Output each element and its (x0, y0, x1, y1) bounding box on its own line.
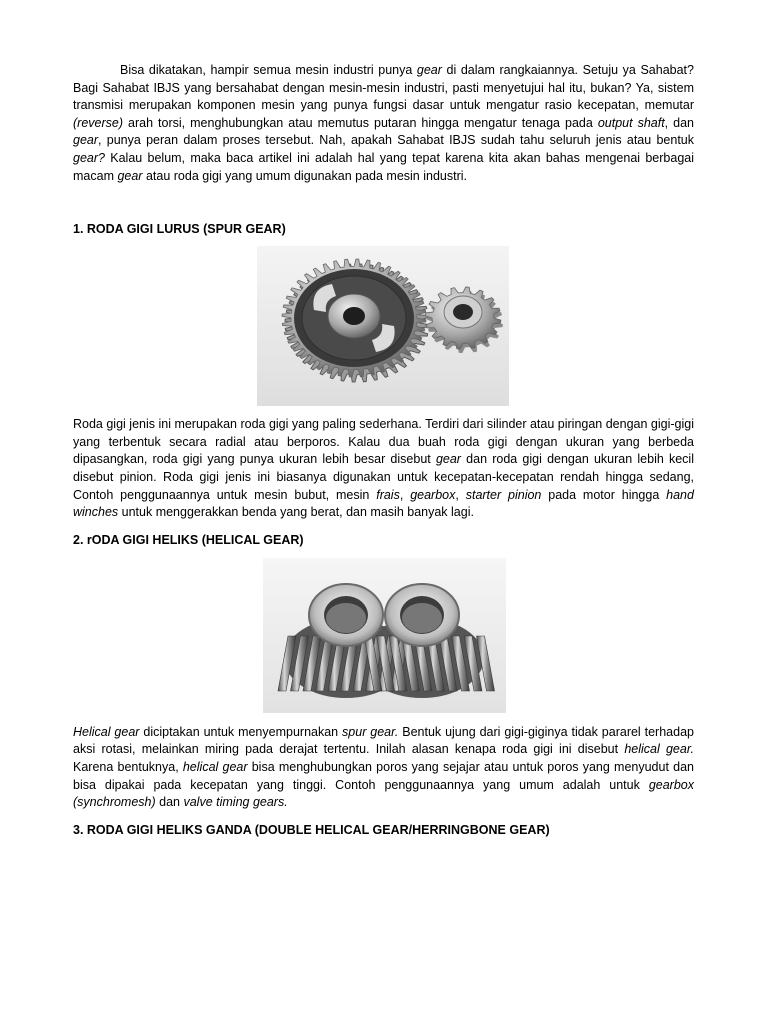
italic-term: frais (376, 487, 400, 502)
section2-paragraph (73, 724, 694, 812)
spur-gear-image (257, 246, 509, 406)
intro-paragraph (73, 62, 694, 185)
text-run: Karena bentuknya, (73, 759, 183, 774)
text-run: , dan (664, 115, 695, 130)
text-run: Bisa dikatakan, hampir semua mesin industri punya (120, 63, 417, 77)
text-run: Kalau belum, maka baca artikel ini adalah hal yang tepat karena kita akan bahas mengenai berbagai macam (73, 150, 694, 183)
italic-term: output shaft (597, 115, 665, 130)
italic-term: valve timing gears. (183, 795, 288, 810)
italic-term: gearbox (synchromesh) (73, 777, 694, 810)
section1-heading: 1. RODA GIGI LURUS (SPUR GEAR) (73, 222, 286, 237)
italic-term: spur gear. (342, 724, 399, 739)
text-run: , (399, 487, 411, 502)
text-run: dan roda gigi dengan ukuran lebih kecil disebut pinion. Roda gigi jenis ini biasanya digunakan untuk kecepatan-kecepatan rendah hingga sedang, Contoh penggunaannya untuk mesin bubut, mesin (73, 452, 694, 502)
text-run: diciptakan untuk menyempurnakan (139, 724, 343, 739)
italic-term: gear (435, 452, 461, 467)
text-run: bisa menghubungkan poros yang sejajar atau untuk poros yang menyudut dan bisa dipakai pada kecepatan yang tinggi. Contoh penggunaannya yang umum adalah untuk (73, 759, 694, 792)
text-run: , (455, 487, 466, 502)
italic-term: Helical gear (73, 724, 140, 739)
italic-term: starter pinion (465, 487, 542, 502)
section1-paragraph (73, 416, 694, 522)
text-run: Bentuk ujung dari gigi-giginya tidak pararel terhadap aksi rotasi, melainkan miring pada derajat tertentu. Inilah alasan kenapa roda gigi ini disebut (73, 724, 694, 757)
text-run: arah torsi, menghubungkan atau memutus putaran hingga mengatur tenaga pada (123, 115, 598, 130)
italic-term: helical gear. (624, 742, 694, 757)
text-run: di dalam rangkaiannya. Setuju ya Sahabat? Bagi Sahabat IBJS yang bersahabat dengan mesin-mesin industri, pasti menyetujui hal itu, bukan? Ya, sistem transmisi merupakan komponen mesin yang punya fungsi dasar untuk mengatur rasio kecepatan, memutar (73, 63, 694, 113)
italic-term: gear (416, 63, 442, 77)
section3-heading: 3. RODA GIGI HELIKS GANDA (DOUBLE HELICAL GEAR/HERRINGBONE GEAR) (73, 822, 550, 837)
italic-term: gear? (73, 150, 105, 165)
text-run: untuk menggerakkan benda yang berat, dan masih banyak lagi. (118, 505, 474, 520)
italic-term: gear (117, 168, 143, 183)
helical-gear-image (263, 558, 506, 713)
document-page (73, 62, 694, 839)
section2-heading: 2. rODA GIGI HELIKS (HELICAL GEAR) (73, 532, 304, 547)
italic-term: gearbox (410, 487, 456, 502)
text-run: , punya peran dalam proses tersebut. Nah, apakah Sahabat IBJS sudah tahu seluruh jenis atau bentuk (98, 133, 694, 148)
italic-term: (reverse) (73, 115, 124, 130)
italic-term: helical gear (182, 759, 248, 774)
text-run: atau roda gigi yang umum digunakan pada mesin industri. (142, 168, 467, 183)
text-run: dan (155, 795, 184, 810)
italic-term: hand winches (73, 487, 694, 520)
italic-term: gear (73, 133, 99, 148)
text-run: pada motor hingga (541, 487, 667, 502)
text-run: Roda gigi jenis ini merupakan roda gigi yang paling sederhana. Terdiri dari silinder atau piringan dengan gigi-gigi yang terbentuk secara radial atau berporos. Kalau dua buah roda gigi dengan ukuran yang berbeda dipasangkan, roda gigi yang punya ukuran lebih besar disebut (73, 417, 694, 467)
